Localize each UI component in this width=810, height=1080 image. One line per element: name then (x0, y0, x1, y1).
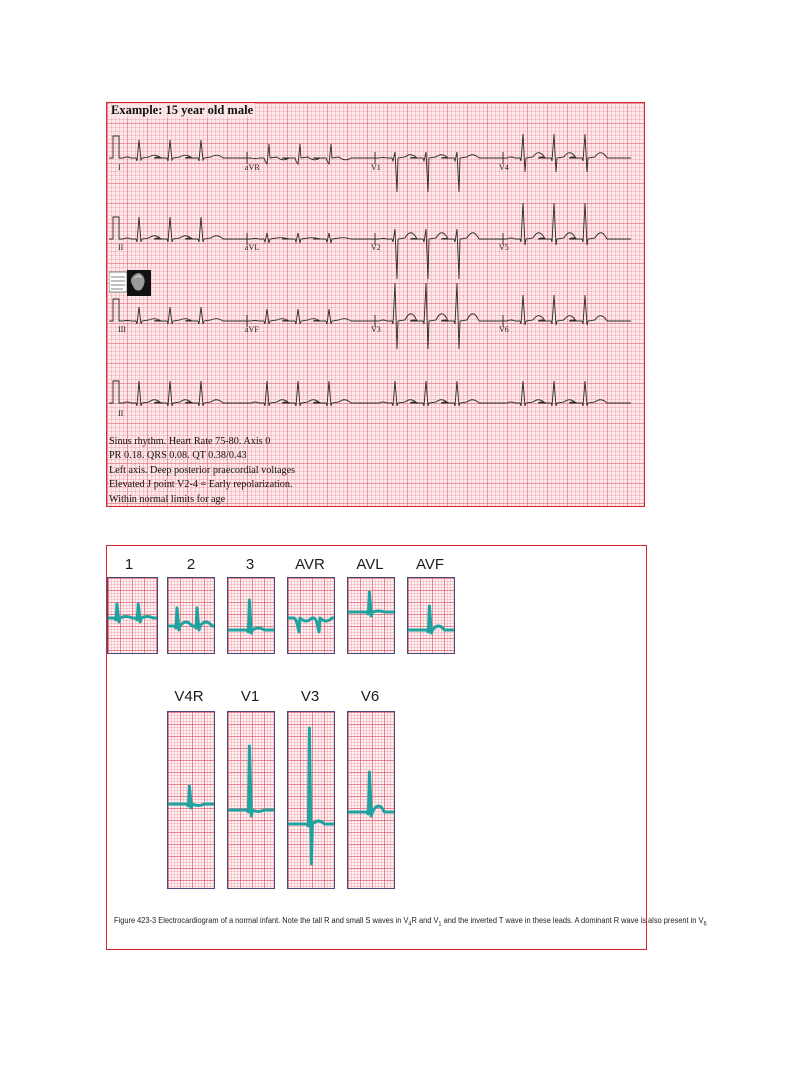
ecg-lead-trace (109, 134, 631, 192)
lead-label-II-rhythm: II (118, 409, 124, 418)
infant-trace-3 (228, 578, 275, 654)
adult-ecg-title: Example: 15 year old male (111, 103, 254, 117)
strip-label-V6: V6 (360, 688, 380, 705)
ecg-lead-trace (109, 283, 631, 349)
infant-trace-V6 (348, 712, 395, 889)
caption-subscript: 4 (408, 921, 412, 928)
infant-trace-AVF (408, 578, 455, 654)
heart-logo-icon (109, 268, 151, 296)
interpretation-line: Elevated J point V2-4 = Early repolarization. (109, 479, 293, 491)
interpretation-line: Within normal limits for age (109, 493, 226, 505)
adult-ecg-interpretation (109, 435, 295, 507)
infant-trace-AVL (348, 578, 395, 654)
lead-label-V2: V2 (371, 243, 381, 252)
lead-label-V1: V1 (371, 163, 381, 172)
strip-label-2: 2 (186, 556, 196, 573)
infant-trace-V4R (168, 712, 215, 889)
strip-label-3: 3 (245, 556, 255, 573)
strip-label-V3: V3 (300, 688, 320, 705)
infant-strip-AVF (407, 577, 455, 654)
infant-strip-AVR (287, 577, 335, 654)
lead-label-aVR: aVR (245, 163, 260, 172)
adult-ecg-panel (106, 102, 645, 507)
infant-ecg-caption (114, 916, 707, 928)
infant-ecg-waveform (288, 618, 335, 632)
interpretation-line: Sinus rhythm. Heart Rate 75-80. Axis 0 (109, 436, 271, 447)
infant-trace-AVR (288, 578, 335, 654)
infant-strip-2 (167, 577, 215, 654)
strip-label-1: 1 (124, 556, 134, 573)
ecg-lead-trace (109, 203, 631, 279)
strip-label-AVF: AVF (415, 556, 445, 573)
strip-label-V1: V1 (240, 688, 260, 705)
infant-trace-1 (108, 578, 158, 654)
infant-strip-3 (227, 577, 275, 654)
infant-strip-1 (107, 577, 158, 654)
interpretation-line: Left axis. Deep posterior praecordial voltages (109, 464, 296, 476)
infant-trace-2 (168, 578, 215, 654)
caption-subscript: 6 (703, 921, 707, 928)
lead-label-II: II (118, 243, 124, 252)
lead-label-I: I (118, 163, 121, 172)
lead-label-III: III (118, 325, 126, 334)
lead-label-aVL: aVL (245, 243, 260, 252)
strip-label-V4R: V4R (174, 688, 204, 705)
strip-label-AVR: AVR (295, 556, 325, 573)
strip-label-AVL: AVL (356, 556, 384, 573)
lead-label-V6: V6 (499, 325, 509, 334)
infant-trace-V1 (228, 712, 275, 889)
ecg-lead-trace (109, 381, 631, 406)
lead-label-V3: V3 (371, 325, 381, 334)
interpretation-line: PR 0.18. QRS 0.08. QT 0.38/0.43 (109, 450, 247, 462)
infant-strip-AVL (347, 577, 395, 654)
caption-text: R and V (411, 916, 439, 925)
caption-subscript: 1 (438, 921, 442, 928)
lead-label-V4: V4 (499, 163, 509, 172)
caption-text: Figure 423-3 Electrocardiogram of a normal infant. Note the tall R and small S waves in V (114, 916, 409, 925)
infant-trace-V3 (288, 712, 335, 889)
infant-strip-V6 (347, 711, 395, 889)
infant-strip-V1 (227, 711, 275, 889)
infant-ecg-panel (106, 545, 707, 950)
lead-label-V5: V5 (499, 243, 509, 252)
caption-text: and the inverted T wave in these leads. A dominant R wave is also present in V (441, 916, 704, 925)
lead-label-aVF: aVF (245, 325, 259, 334)
infant-strip-V4R (167, 711, 215, 889)
infant-strip-V3 (287, 711, 335, 889)
